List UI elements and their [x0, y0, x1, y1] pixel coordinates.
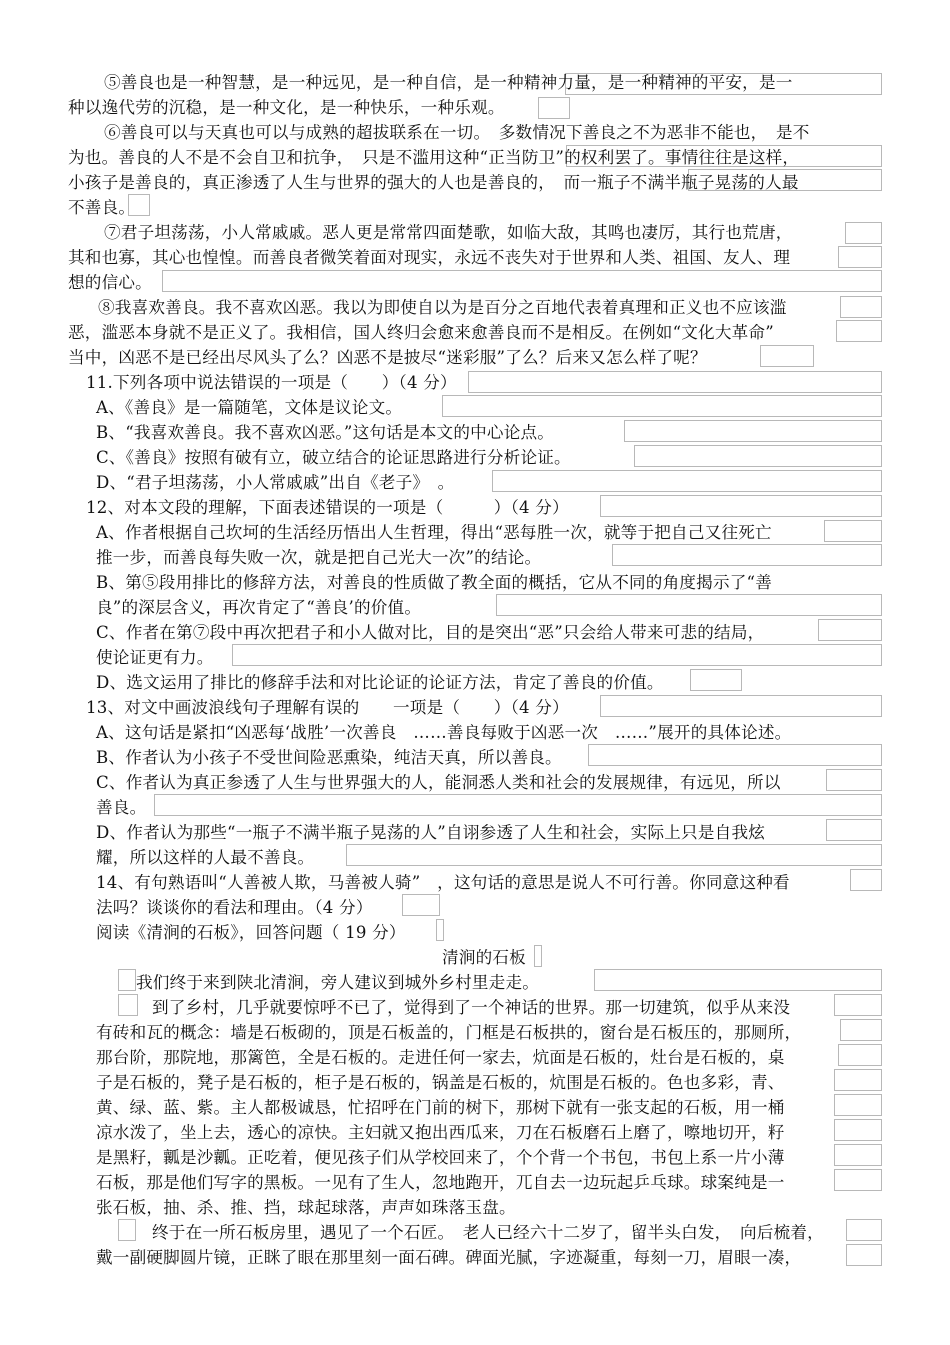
paragraph-6-line-1: ⑥善良可以与天真也可以与成熟的超拔联系在一切。 多数情况下善良之不为恶非不能也， 是不 — [104, 123, 810, 142]
question-11-stem: 11.下列各项中说法错误的一项是（ ）（4 分） — [86, 373, 457, 392]
scan-box — [346, 844, 882, 866]
scan-box — [840, 1019, 882, 1041]
question-12-option-a-line-1: A、作者根据自己坎坷的生活经历悟出人生哲理，得出“恶每胜一次，就等于把自己又往死亡 — [96, 523, 772, 542]
scan-box — [824, 520, 882, 542]
question-11-option-a: A、《善良》是一篇随笔，文体是议论文。 — [96, 398, 403, 417]
scan-box — [850, 869, 882, 891]
question-13-option-d-line-2: 耀，所以这样的人最不善良。 — [96, 848, 315, 867]
question-13-option-b: B、作者认为小孩子不受世间险恶熏染，纯洁天真，所以善良。 — [96, 748, 562, 767]
question-13-option-c-line-2: 善良。 — [96, 798, 147, 817]
question-12-option-a-line-2: 推一步，而善良每失败一次，就是把自己光大一次”的结论。 — [96, 548, 542, 567]
scan-box — [834, 994, 882, 1016]
question-11-option-c: C、《善良》按照有破有立，破立结合的论证思路进行分析论证。 — [96, 448, 571, 467]
scan-box — [838, 246, 882, 268]
scan-box — [760, 345, 814, 367]
reading-paragraph-1: 我们终于来到陕北清涧，旁人建议到城外乡村里走走。 — [136, 973, 540, 992]
scan-box — [826, 819, 882, 841]
question-13-option-c-line-1: C、作者认为真正参透了人生与世界强大的人，能洞悉人类和社会的发展规律，有远见，所以 — [96, 773, 781, 792]
paragraph-7-line-2: 其和也寡，其心也惶惶。而善良者微笑着面对现实，永远不丧失对于世界和人类、祖国、友人、理 — [68, 248, 791, 267]
scan-box — [834, 1144, 882, 1166]
scan-box — [634, 445, 882, 467]
scan-box — [840, 296, 882, 318]
paragraph-5-line-1: ⑤善良也是一种智慧，是一种远见，是一种自信，是一种精神力量，是一种精神的平安，是一 — [104, 73, 793, 92]
question-12-option-b-line-1: B、第⑤段用排比的修辞方法，对善良的性质做了教全面的概括，它从不同的角度揭示了“善 — [96, 573, 773, 592]
scan-box — [846, 1244, 882, 1266]
scan-box — [690, 669, 742, 691]
reading-title: 清涧的石板 — [442, 948, 526, 967]
question-11-option-d: D、“君子坦荡荡，小人常戚戚”出自《老子》 。 — [96, 473, 455, 492]
reading-paragraph-2-line-1: 到了乡村，几乎就要惊呼不已了，觉得到了一个神话的世界。那一切建筑，似乎从来没 — [152, 998, 791, 1017]
scan-box — [845, 222, 882, 244]
scan-box — [118, 994, 138, 1016]
scan-box — [118, 969, 136, 991]
scan-box — [232, 644, 882, 666]
scan-box — [492, 470, 882, 492]
scan-box — [838, 1044, 882, 1066]
question-11-option-b: B、“我喜欢善良。我不喜欢凶恶。”这句话是本文的中心论点。 — [96, 423, 555, 442]
scan-box — [534, 945, 542, 967]
reading-paragraph-2-line-3: 那台阶，那院地，那篱笆，全是石板的。走进任何一家去，炕面是石板的，灶台是石板的，桌 — [96, 1048, 785, 1067]
scan-box — [538, 97, 570, 119]
question-12-stem: 12、对本文段的理解，下面表述错误的一项是（ ）（4 分） — [86, 498, 569, 517]
reading-paragraph-2-line-7: 是黑籽，瓤是沙瓤。正吃着，便见孩子们从学校回来了，个个背一个书包，书包上系一片小薄 — [96, 1148, 785, 1167]
scan-box — [624, 420, 882, 442]
reading-paragraph-2-line-4: 子是石板的，凳子是石板的，柜子是石板的，锅盖是石板的，炕围是石板的。色也多彩，青、 — [96, 1073, 785, 1092]
paragraph-8-line-1: ⑧我喜欢善良。我不喜欢凶恶。我以为即使自以为是百分之百地代表着真理和正义也不应该滥 — [98, 298, 787, 317]
scan-box — [600, 695, 882, 717]
question-13-option-d-line-1: D、作者认为那些“一瓶子不满半瓶子晃荡的人”自诩参透了人生和社会，实际上只是自我炫 — [96, 823, 766, 842]
paragraph-8-line-2: 恶，滥恶本身就不是正义了。我相信，国人终归会愈来愈善良而不是相反。在例如“文化大革命” — [68, 323, 774, 342]
scan-box — [846, 1219, 882, 1241]
reading-paragraph-3-line-2: 戴一副硬脚圆片镜，正眯了眼在那里刻一面石碑。碑面光腻，字迹凝重，每刻一刀，眉眼一凑， — [96, 1248, 802, 1267]
scan-box — [836, 320, 882, 342]
paragraph-6-line-2: 为也。善良的人不是不会自卫和抗争， 只是不滥用这种“正当防卫”的权利罢了。事情往往是这样， — [68, 148, 800, 167]
question-13-option-a: A、这句话是紧扣“凶恶每‘战胜’一次善良 ……善良每败于凶恶一次 ……”展开的具体论述。 — [96, 723, 792, 742]
scan-box — [442, 395, 882, 417]
scan-box — [402, 894, 440, 916]
reading-paragraph-2-line-6: 凉水泼了，坐上去，透心的凉快。主妇就又抱出西瓜来，刀在石板磨石上磨了，嚓地切开，籽 — [96, 1123, 785, 1142]
scan-box — [818, 619, 882, 641]
reading-paragraph-2-line-9: 张石板，抽、杀、推、挡，球起球落，声声如珠落玉盘。 — [96, 1198, 516, 1217]
reading-paragraph-2-line-5: 黄、绿、蓝、紫。主人都极诚恳，忙招呼在门前的树下，那树下就有一张支起的石板，用一桶 — [96, 1098, 785, 1117]
reading-paragraph-2-line-2: 有砖和瓦的概念：墙是石板砌的，顶是石板盖的，门框是石板拱的，窗台是石板压的，那厕所， — [96, 1023, 802, 1042]
question-12-option-c-line-1: C、作者在第⑦段中再次把君子和小人做对比，目的是突出“恶”只会给人带来可悲的结局， — [96, 623, 765, 642]
paragraph-6-line-4: 不善良。 — [68, 198, 136, 217]
scan-box — [118, 1219, 136, 1241]
scan-box — [594, 969, 882, 991]
question-13-stem: 13、对文中画波浪线句子理解有误的 一项是（ ）（4 分） — [86, 698, 569, 717]
scan-box — [600, 495, 882, 517]
scan-box — [468, 371, 882, 393]
scan-box — [496, 594, 882, 616]
reading-intro: 阅读《清涧的石板》，回答问题（ 19 分） — [96, 923, 406, 942]
question-14-line-2: 法吗？谈谈你的看法和理由。（4 分） — [96, 898, 373, 917]
scan-box — [834, 1094, 882, 1116]
scan-box — [834, 1069, 882, 1091]
scan-box — [162, 270, 882, 292]
reading-paragraph-3-line-1: 终于在一所石板房里，遇见了一个石匠。 老人已经六十二岁了，留半头白发， 向后梳着， — [152, 1223, 824, 1242]
paragraph-6-line-3: 小孩子是善良的，真正渗透了人生与世界的强大的人也是善良的， 而一瓶子不满半瓶子晃荡的人最 — [68, 173, 799, 192]
question-14-line-1: 14、有句熟语叫“人善被人欺，马善被人骑” ，这句话的意思是说人不可行善。你同意这种看 — [96, 873, 790, 892]
paragraph-8-line-3: 当中，凶恶不是已经出尽风头了么？凶恶不是披尽“迷彩服”了么？后来又怎么样了呢？ — [68, 348, 707, 367]
reading-paragraph-2-line-8: 石板，那是他们写字的黑板。一见有了生人，忽地跑开，兀自去一边玩起乒乓球。球案纯是一 — [96, 1173, 785, 1192]
paragraph-7-line-1: ⑦君子坦荡荡，小人常戚戚。恶人更是常常四面楚歌，如临大敌，其鸣也凄厉，其行也荒唐， — [104, 223, 793, 242]
question-12-option-c-line-2: 使论证更有力。 — [96, 648, 214, 667]
scan-box — [154, 794, 882, 816]
scan-box — [834, 1119, 882, 1141]
question-12-option-d: D、选文运用了排比的修辞手法和对比论证的论证方法，肯定了善良的价值。 — [96, 673, 664, 692]
question-12-option-b-line-2: 良”的深层含义，再次肯定了“善良’的价值。 — [96, 598, 422, 617]
scan-box — [826, 769, 882, 791]
paragraph-7-line-3: 想的信心。 — [68, 273, 152, 292]
scan-box — [612, 544, 882, 566]
scan-box — [588, 744, 882, 766]
scan-box — [436, 919, 444, 941]
paragraph-5-line-2: 种以逸代劳的沉稳，是一种文化，是一种快乐，一种乐观。 — [68, 98, 505, 117]
scan-box — [834, 1169, 882, 1191]
